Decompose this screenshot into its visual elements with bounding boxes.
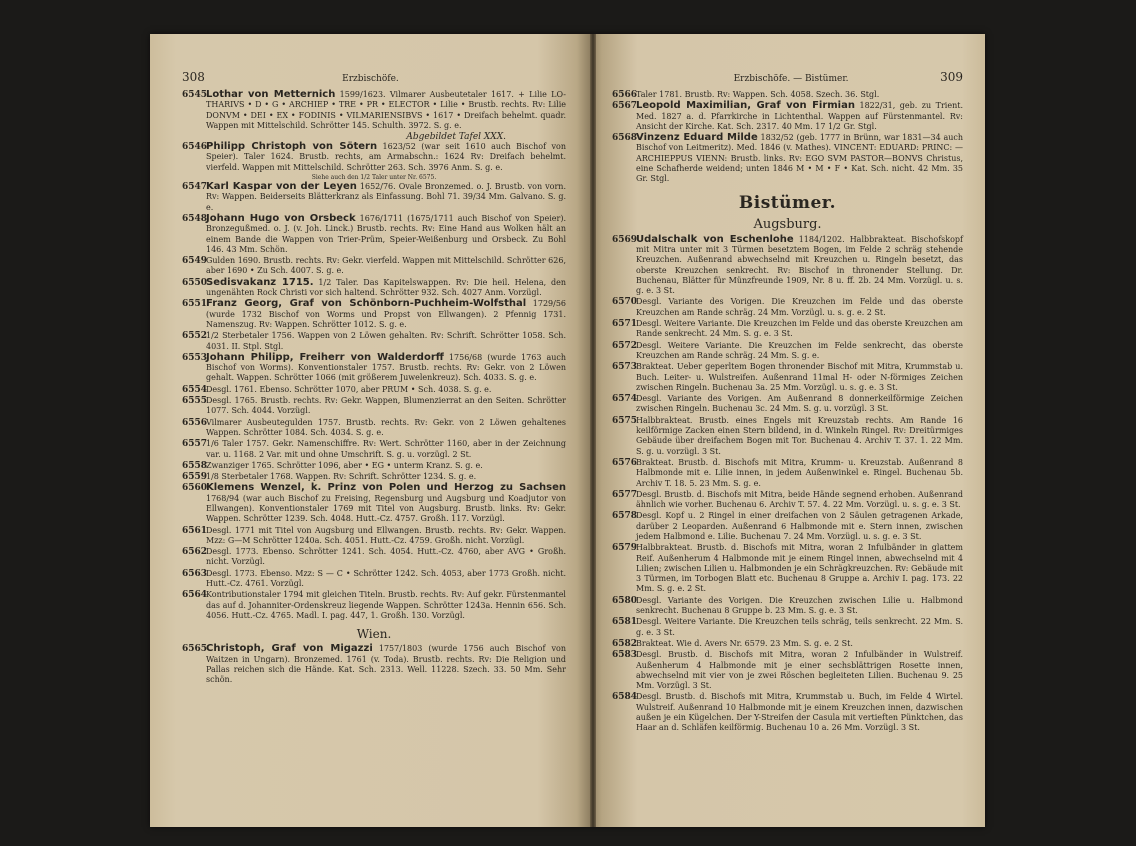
entry-text: Vilmarer Ausbeutegulden 1757. Brustb. rechts. Rv: Gekr. von 2 Löwen gehaltenes Wappen. Schrötter 1084. Sch. 4034. S. g. e.: [206, 417, 566, 437]
catalog-entry: [612, 617, 963, 638]
cross-reference-note: Siehe auch den 1/2 Taler unter Nr. 6575.: [311, 174, 437, 182]
entry-text: 1/8 Sterbetaler 1768. Wappen. Rv: Schrift. Schrötter 1234. S. g. e.: [206, 472, 477, 482]
entry-heading: Karl Kaspar von der Leyen: [206, 181, 357, 193]
entry-number: 6560: [182, 483, 208, 494]
entry-text: Desgl. Weitere Variante. Die Kreuzchen im Felde senkrecht, das oberste Kreuzchen am Rande schräg. 24 Mm. S. g. e.: [636, 340, 963, 360]
catalog-entry: [182, 278, 566, 299]
entry-text: Desgl. Weitere Variante. Die Kreuzchen im Felde und das oberste Kreuzchen am Rande senkrecht. 24 Mm. S. g. e. 3 St.: [636, 319, 963, 339]
catalog-entry: [612, 341, 963, 362]
entry-number: 6579: [612, 543, 638, 554]
entry-heading: Udalschalk von Eschenlohe: [636, 233, 794, 245]
entry-number: 6552: [182, 331, 208, 342]
catalog-entry: [612, 490, 963, 511]
entry-number: 6581: [612, 617, 638, 628]
catalog-entry: [182, 214, 566, 255]
entry-text: Desgl. Variante des Vorigen. Am Außenrand 8 donnerkeilförmige Zeichen zwischen Ringeln. Buchenau 3c. 24 Mm. S. g. u. vorzügl. 3 St.: [636, 394, 963, 414]
entry-text: 1768/94 (war auch Bischof zu Freising, Regensburg und Augsburg und Koadjutor von Ellwangen). Konventionstaler 1769 mit Titel von Augsburg. Brustb. links. Rv: Gekr. Wappen. Schrötter 1239. Sch. 4048. Hutt.-Cz. 4757. Großh. 117. Vorzügl.: [206, 493, 566, 524]
catalog-entry: [182, 547, 566, 568]
left-page: [150, 34, 590, 827]
entry-heading: Leopold Maximilian, Graf von Firmian: [636, 100, 855, 112]
entry-text: 1729/56 (wurde 1732 Bischof von Worms und Propst von Ellwangen). 2 Pfennig 1731. Namenszug. Rv: Wappen. Schrötter 1012. S. g. e.: [206, 299, 566, 329]
entry-number: 6580: [612, 595, 638, 606]
entry-number: 6548: [182, 213, 208, 224]
entry-number: 6563: [182, 568, 208, 579]
entry-heading: Sedisvakanz 1715.: [206, 276, 314, 288]
catalog-entry: [182, 385, 566, 395]
catalog-entry: [182, 331, 566, 352]
entry-text: 1822/31, geb. zu Trient. Med. 1827 a. d. Pfarrkirche in Lichtenthal. Wappen auf Fürstenmantel. Rv: Ansicht der Kirche. Kat. Sch. 2317. 40 Mm. 17 1/2 Gr. Stgl.: [636, 101, 963, 131]
running-head: Erzbischöfe. — Bistümer.: [733, 74, 849, 84]
section-title-bistuemer: Bistümer.: [738, 192, 837, 213]
catalog-entry: [182, 418, 566, 439]
entry-number: 6550: [182, 277, 208, 288]
catalog-entry: [612, 416, 963, 457]
catalog-entry: [182, 483, 566, 524]
section-heading-wien: Wien.: [356, 627, 392, 642]
entry-number: 6570: [612, 297, 638, 308]
entry-text: 1/2 Taler. Das Kapitelswappen. Rv: Die heil. Helena, den ungenähten Rock Christi vor sich haltend. Schrötter 932. Sch. 4027 Anm. Vorzügl.: [206, 277, 566, 298]
entry-number: 6557: [182, 439, 208, 450]
catalog-entry: [182, 461, 566, 471]
page-number: 309: [940, 70, 963, 84]
catalog-entry: [182, 569, 566, 590]
entry-number: 6546: [182, 142, 208, 153]
entry-text: Desgl. Brustb. d. Bischofs mit Mitra, woran 2 Infulbänder in Wulstreif. Außenherum 4 Halbmonde mit je einer sechsblättrigen Rosette innen, abwechselnd mit vier von je zwei Röschen begleiteten Lilien. Buchenau 9. 25 Mm. Vorzügl. 3 St.: [636, 650, 963, 691]
right-page-header: [612, 70, 963, 84]
catalog-entry: [612, 235, 963, 297]
catalog-entry: [182, 439, 566, 460]
entry-number: 6575: [612, 415, 638, 426]
entry-text: 1623/52 (war seit 1610 auch Bischof von Speier). Taler 1624. Brustb. rechts, am Armabschn.: 1624 Rv: Dreifach behelmt. vierfeld. Wappen mit Mittelschild. Schrötter 263. Sch. 3976 Anm. S. g. e.: [206, 142, 566, 172]
entry-number: 6545: [182, 90, 208, 100]
entry-number: 6547: [182, 182, 208, 193]
entry-number: 6577: [612, 489, 638, 500]
entry-heading: Franz Georg, Graf von Schönborn-Puchheim-Wolfsthal: [206, 298, 527, 310]
entry-heading: Philipp Christoph von Sötern: [206, 141, 378, 153]
entry-text: Desgl. Variante des Vorigen. Die Kreuzchen im Felde und das oberste Kreuzchen am Rande schräg. 24 Mm. Vorzügl. u. s. g. e. 2 St.: [636, 297, 963, 317]
left-page-header: [182, 70, 566, 84]
entry-number: 6555: [182, 396, 208, 407]
entry-number: 6564: [182, 590, 208, 601]
entry-text: Brakteat. Ueber geperltem Bogen thronender Bischof mit Mitra, Krummstab u. Buch. Leiter- u. Wulstreifen. Außenrand 11mal H- oder N-förmiges Zeichen zwischen Ringeln. Buchenau 3a. 25 Mm. Vorzügl. u. s. g. e. 3 St.: [636, 362, 963, 392]
catalog-entry: [612, 394, 963, 415]
entry-number: 6576: [612, 457, 638, 468]
entry-number: 6553: [182, 352, 208, 363]
entry-text: Halbbrakteat. Brustb. eines Engels mit Kreuzstab rechts. Am Rande 16 keilförmige Zacken einen Stern bildend, in d. Winkeln Ringel. Rv: Dreitürmiges Gebäude über dreifachem Bogen mit Tor. Buchenau 4. Archiv T. 37. 1. 22 Mm. S. g. u. vorzügl. 3 St.: [636, 415, 963, 456]
catalog-entry: [612, 543, 963, 594]
entry-text: Desgl. Weitere Variante. Die Kreuzchen teils schräg, teils senkrecht. 22 Mm. S. g. e. 3 St.: [636, 617, 963, 637]
entry-number: 6572: [612, 340, 638, 351]
entries-b: [182, 142, 566, 173]
catalog-entry: [182, 256, 566, 277]
entry-number: 6578: [612, 511, 638, 522]
entries-c: [182, 182, 566, 621]
entry-number: 6556: [182, 417, 208, 428]
entry-text: 1652/76. Ovale Bronzemed. o. J. Brustb. von vorn. Rv: Wappen. Beiderseits Blätterkranz als Einfassung. Bohl 71. 39/34 Mm. Galvano. S. g. e.: [206, 182, 567, 212]
entry-heading: Johann Philipp, Freiherr von Walderdorff: [206, 351, 444, 363]
entry-text: 1599/1623. Vilmarer Ausbeutetaler 1617. + Lilie LO-THARIVS • D • G • ARCHIEP • TRE • PR • ELECTOR • Lilie • Brustb. rechts. Rv: Lilie DONVM • DEI • EX • FODINIS • VILMARIENSIBVS • 1617 • Dreifach behelmt. quadr. Wappen mit Mittelschild. Schrötter 145. Schulth. 3972. S. g. e.: [206, 90, 567, 130]
entry-heading: Vinzenz Eduard Milde: [636, 132, 758, 144]
entry-text: Brakteat. Brustb. d. Bischofs mit Mitra, Krumm- u. Kreuzstab. Außenrand 8 Halbmonde mit e. Lilie innen, in jedem Außenwinkel e. Ringel. Buchenau 5b. Archiv T. 18. 5. 23 Mm. S. g. e.: [636, 457, 963, 488]
catalog-entry: [612, 458, 963, 489]
entry-heading: Christoph, Graf von Migazzi: [206, 643, 373, 655]
catalog-entry: [612, 319, 963, 340]
entry-number: 6566: [612, 90, 638, 100]
entry-number: 6559: [182, 472, 208, 483]
entry-text: 1757/1803 (wurde 1756 auch Bischof von Waitzen in Ungarn). Bronzemed. 1761 (v. Toda). Brustb. rechts. Rv: Die Religion und Pallas reichen sich die Hände. Kat. Sch. 2313. Well. 11228. Szech. 33. 50 Mm. Sehr schön.: [206, 644, 566, 685]
entry-text: Desgl. 1771 mit Titel von Augsburg und Ellwangen. Brustb. rechts. Rv: Gekr. Wappen. Mzz: G—M Schrötter 1240a. Sch. 4051. Hutt.-Cz. 4759. Großh. nicht. Vorzügl.: [206, 525, 566, 545]
entry-text: Desgl. Variante des Vorigen. Die Kreuzchen zwischen Lilie u. Halbmond senkrecht. Buchenau 8 Gruppe b. 23 Mm. S. g. e. 3 St.: [636, 595, 963, 616]
entries-b: [612, 235, 963, 734]
entry-number: 6571: [612, 319, 638, 330]
entry-number: 6551: [182, 299, 208, 310]
catalog-entry: [612, 639, 963, 649]
catalog-entry: [182, 182, 566, 213]
entry-text: Desgl. 1773. Ebenso. Schrötter 1241. Sch. 4054. Hutt.-Cz. 4760, aber AVG • Großh. nicht. Vorzügl.: [206, 547, 566, 567]
page-number: 308: [182, 70, 205, 84]
entry-number: 6582: [612, 638, 638, 649]
entry-number: 6573: [612, 362, 638, 373]
entry-number: 6569: [612, 234, 638, 245]
entry-heading: Klemens Wenzel, k. Prinz von Polen und Herzog zu Sachsen: [206, 482, 566, 494]
entry-text: 1756/68 (wurde 1763 auch Bischof von Worms). Konventionstaler 1757. Brustb. rechts. Rv: Gekr. von 2 Löwen gehalt. Wappen. Schrötter 1066 (mit größerem Juwelenkreuz). Sch. 4033. S. g. e.: [206, 352, 567, 383]
catalog-entry: [612, 297, 963, 318]
catalog-entry: [182, 472, 566, 482]
catalog-entry: [612, 692, 963, 733]
entry-text: 1676/1711 (1675/1711 auch Bischof von Speier). Bronzegußmed. o. J. (v. Joh. Linck.) Brustb. rechts. Rv: Eine Hand aus Wolken hält an einem Bande die Wappen von Trier-Prüm, Speier-Weißenburg und Orsbeck. Zu Bohl 146. 43 Mm. Schön.: [206, 213, 567, 254]
entry-text: Gulden 1690. Brustb. rechts. Rv: Gekr. vierfeld. Wappen mit Mittelschild. Schrötter 626, aber 1690 • Zu Sch. 4007. S. g. e.: [206, 256, 566, 276]
entry-number: 6565: [182, 644, 208, 655]
catalog-entry: [612, 101, 963, 132]
entry-text: Desgl. Brustb. d. Bischofs mit Mitra, beide Hände segnend erhoben. Außenrand ähnlich wie vorher. Buchenau 6. Archiv T. 57. 4. 22 Mm. Vorzügl. u. s. g. e. 3 St.: [636, 489, 963, 510]
entries-a: [182, 90, 566, 131]
catalog-entry: [612, 362, 963, 393]
entry-number: 6574: [612, 394, 638, 405]
entry-text: Halbbrakteat. Brustb. d. Bischofs mit Mitra, woran 2 Infulbänder in glattem Reif. Außenherum 4 Halbmonde mit je einem Ringel innen, abwechselnd mit 4 Lilien; zwischen Lilien u. Halbmonden je ein Schrägkreuzchen. Rv: Gebäude mit 3 Türmen, im Torbogen Blatt etc. Buchenau 8 Gruppe a. Archiv I. pag. 173. 22 Mm. S. g. e. 2 St.: [636, 543, 963, 594]
entry-text: 1832/52 (geb. 1777 in Brünn, war 1831—34 auch Bischof von Leitmeritz). Med. 1846 (v. Mathes). VINCENT: EDUARD: PRINC: — ARCHIEPPUS VIENN: Brustb. links. Rv: EGO SVM PASTOR—BONVS Christus, eine Schafherde weidend; unten 1846 M • M • F • Kat. Sch. nicht. 42 Mm. 35 Gr. Stgl.: [636, 133, 964, 184]
entry-text: 1/2 Sterbetaler 1756. Wappen von 2 Löwen gehalten. Rv: Schrift. Schrötter 1058. Sch. 4031. II. Stpl. Stgl.: [206, 331, 566, 351]
catalog-entry: [612, 650, 963, 691]
catalog-entry: [182, 142, 566, 173]
catalog-entry: [182, 590, 566, 621]
entry-text: Desgl. 1765. Brustb. rechts. Rv: Gekr. Wappen, Blumenzierrat an den Seiten. Schrötter 1077. Sch. 4044. Vorzügl.: [206, 396, 566, 416]
entry-text: 1/6 Taler 1757. Gekr. Namenschiffre. Rv: Wert. Schrötter 1160, aber in der Zeichnung var. u. 1168. 2 Var. mit und ohne Umschrift. S. g. u. vorzügl. 2 St.: [206, 439, 566, 459]
entry-number: 6567: [612, 101, 638, 112]
catalog-entry: [612, 90, 963, 100]
entry-text: 1184/1202. Halbbrakteat. Bischofskopf mit Mitra unter mit 3 Türmen besetztem Bogen, im Felde 2 schräg stehende Kreuzchen. Außenrand abwechselnd mit Kreuzchen u. Ringeln besetzt, das oberste Kreuzchen senkrecht. Rv: Bischof in thronender Stellung. Dr. Buchenau, Blätter für Münzfreunde 1909, Nr. 8 u. ff. 2b. 24 Mm. Vorzügl. u. s. g. e. 3 St.: [636, 234, 964, 296]
illustration-caption: Abgebildet Tafel XXX.: [406, 132, 506, 143]
subsection-title-augsburg: Augsburg.: [753, 216, 822, 232]
entry-text: Desgl. Brustb. d. Bischofs mit Mitra, Krummstab u. Buch, im Felde 4 Wirtel. Wulstreif. Außenrand 10 Halbmonde mit je einem Kreuzchen innen, dazwischen außen je ein Kügelchen. Der Y-Streifen der Casula mit vertieften Pünktchen, das Haar an d. Schläfen keilförmig. Buchenau 10 a. 26 Mm. Vorzügl. 3 St.: [636, 692, 963, 733]
entry-heading: Johann Hugo von Orsbeck: [206, 212, 356, 224]
entry-number: 6549: [182, 256, 208, 267]
entry-heading: Lothar von Metternich: [206, 89, 336, 100]
catalog-entry: [182, 644, 566, 685]
entry-number: 6562: [182, 547, 208, 558]
catalog-entry: [182, 90, 566, 131]
entries-a: [612, 90, 963, 185]
entry-text: Brakteat. Wie d. Avers Nr. 6579. 23 Mm. S. g. e. 2 St.: [636, 638, 853, 648]
entry-number: 6558: [182, 460, 208, 471]
entry-number: 6583: [612, 650, 638, 661]
entry-text: Desgl. 1773. Ebenso. Mzz: S — C • Schrötter 1242. Sch. 4053, aber 1773 Großh. nicht. Hutt.-Cz. 4761. Vorzügl.: [206, 568, 566, 589]
entry-text: Kontributionstaler 1794 mit gleichen Titeln. Brustb. rechts. Rv: Auf gekr. Fürstenmantel das auf d. Johanniter-Ordenskreuz liegende Wappen. Schrötter 1243a. Hennin 656. Sch. 4056. Hutt.-Cz. 4765. Madl. I. pag. 447, 1. Großh. 130. Vorzügl.: [206, 590, 566, 620]
catalog-entry: [612, 511, 963, 542]
entry-text: Desgl. Kopf u. 2 Ringel in einer dreifachen von 2 Säulen getragenen Arkade, darüber 2 Leoparden. Außenrand 6 Halbmonde mit e. Stern innen, zwischen jedem Halbmond e. Lilie. Buchenau 7. 24 Mm. Vorzügl. u. s. g. e. 3 St.: [636, 511, 963, 541]
catalog-entry: [182, 396, 566, 417]
catalog-entry: [182, 299, 566, 330]
entry-text: Taler 1781. Brustb. Rv: Wappen. Sch. 4058. Szech. 36. Stgl.: [636, 90, 880, 99]
entry-number: 6561: [182, 525, 208, 536]
catalog-entry: [612, 596, 963, 617]
entry-text: Desgl. 1761. Ebenso. Schrötter 1070, aber PRUM • Sch. 4038. S. g. e.: [206, 384, 492, 394]
entry-number: 6554: [182, 384, 208, 395]
catalog-entry: [182, 526, 566, 547]
book-spread: [150, 34, 985, 827]
running-head: Erzbischöfe.: [342, 74, 399, 84]
catalog-entry: [182, 353, 566, 384]
entry-number: 6584: [612, 692, 638, 703]
book-gutter: [590, 34, 596, 827]
catalog-entry: [612, 133, 963, 184]
right-page: [590, 34, 985, 827]
entry-text: Zwanziger 1765. Schrötter 1096, aber • EG • unterm Kranz. S. g. e.: [206, 460, 483, 470]
entries-d: [182, 644, 566, 685]
entry-number: 6568: [612, 133, 638, 144]
